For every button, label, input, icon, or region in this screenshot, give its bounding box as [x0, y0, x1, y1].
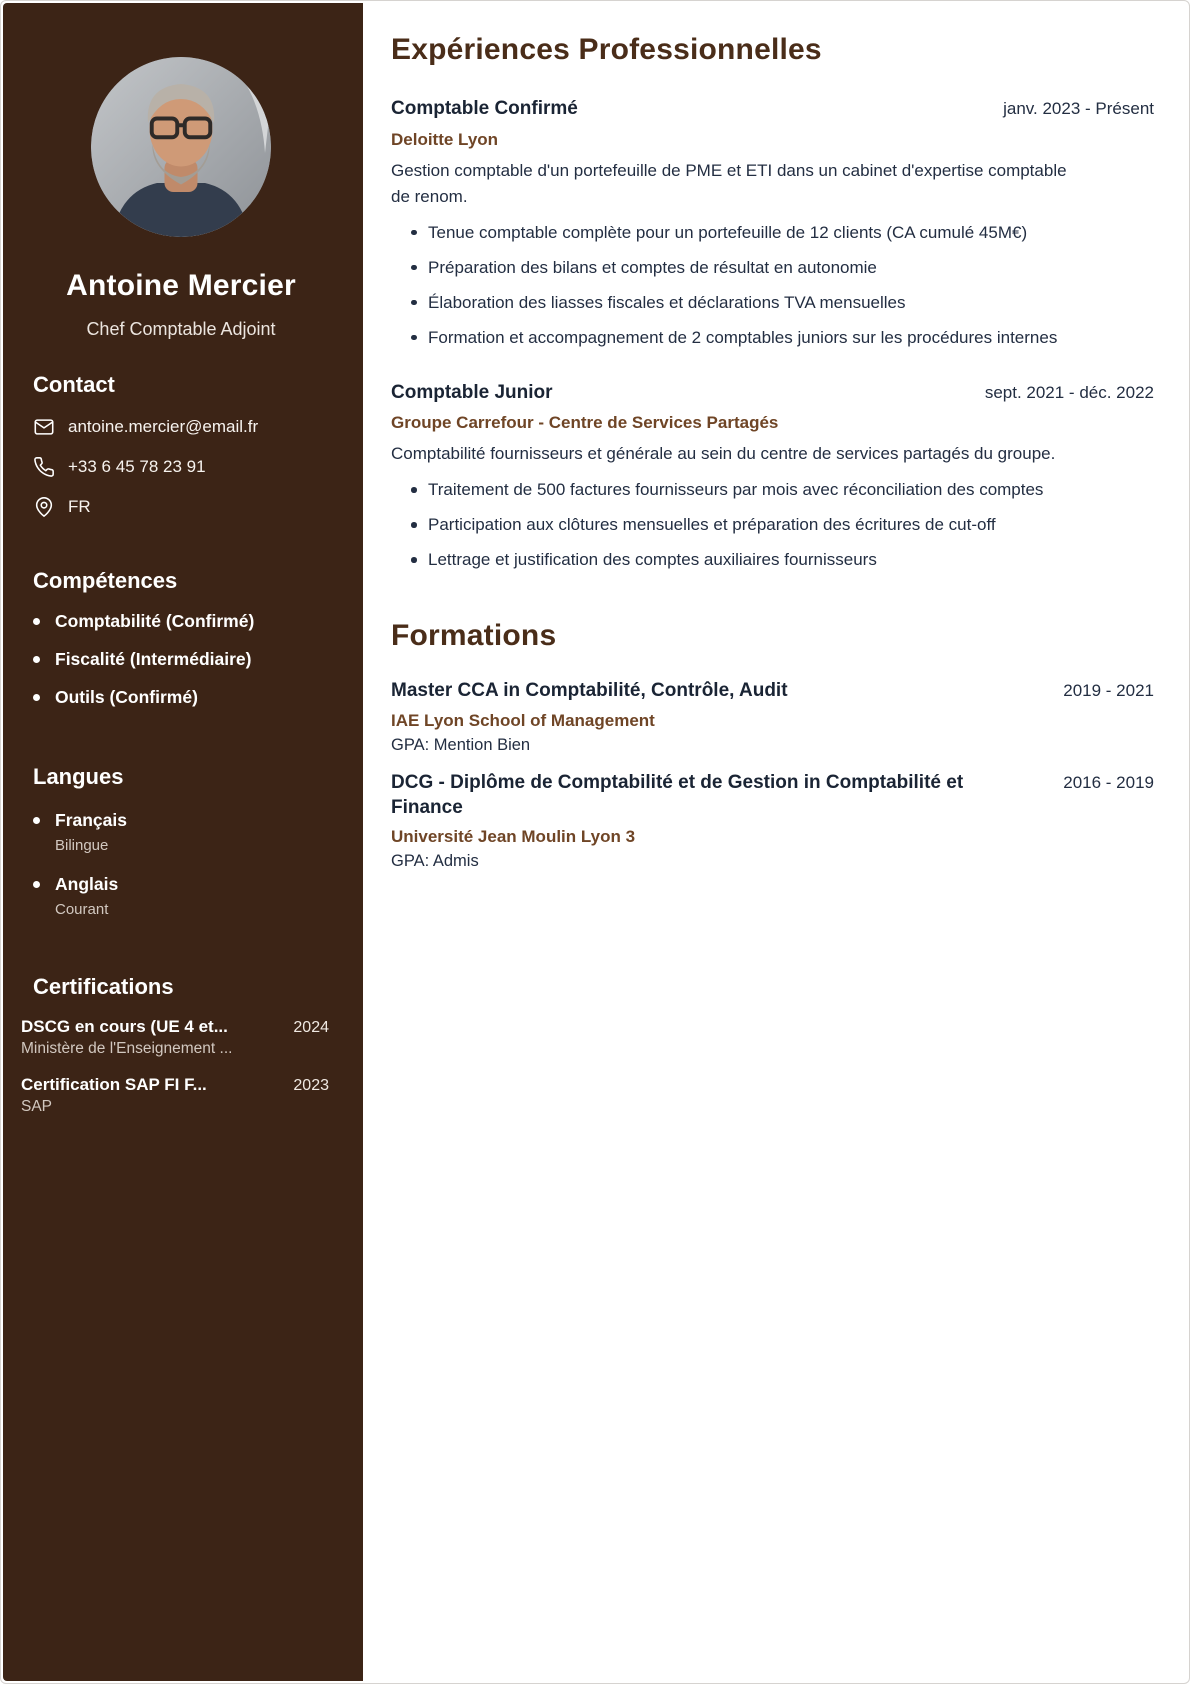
certification-title: Certification SAP FI F... [21, 1075, 207, 1094]
language-name: Anglais [55, 874, 119, 894]
education-heading: Formations [391, 619, 557, 653]
certification-title: DSCG en cours (UE 4 et... [21, 1017, 228, 1036]
job-title: Comptable Confirmé [391, 98, 578, 119]
skills-section [33, 568, 329, 708]
job-dates: janv. 2023 - Présent [1003, 99, 1154, 118]
person-title: Chef Comptable Adjoint [86, 319, 276, 339]
job-bullet: Tenue comptable complète pour un portefeuille de 12 clients (CA cumulé 45M€) [428, 220, 1088, 246]
bullet-dot-icon [33, 817, 40, 824]
certification-year: 2024 [293, 1019, 329, 1036]
skill-item [33, 611, 329, 632]
job-bullet: Lettrage et justification des comptes auxiliaires fournisseurs [428, 547, 1088, 573]
job-bullet: Préparation des bilans et comptes de résultat en autonomie [428, 255, 1088, 281]
avatar-image [91, 57, 271, 237]
skill-label: Fiscalité (Intermédiaire) [55, 649, 252, 669]
sidebar [3, 3, 363, 1681]
certification-item [21, 1075, 329, 1116]
contact-item-location [33, 496, 329, 518]
education-gpa: GPA: Admis [391, 852, 479, 871]
languages-heading: Langues [33, 764, 124, 789]
certifications-heading: Certifications [33, 974, 174, 999]
education-school: Université Jean Moulin Lyon 3 [391, 827, 636, 847]
job-bullets [391, 477, 1091, 573]
job-summary: Gestion comptable d'un portefeuille de PME et ETI dans un cabinet d'expertise comptable de renom. [391, 160, 1067, 206]
job-entry [391, 381, 1154, 574]
education-entry [391, 771, 1154, 871]
avatar [91, 57, 271, 237]
certifications-section [21, 974, 329, 1116]
bullet-dot-icon [33, 656, 40, 663]
job-company: Groupe Carrefour - Centre de Services Partagés [391, 413, 779, 433]
language-level: Bilingue [55, 837, 109, 854]
education-dates: 2019 - 2021 [1063, 681, 1154, 701]
person-name: Antoine Mercier [66, 269, 296, 302]
email-icon [33, 416, 55, 438]
location-icon [33, 496, 55, 518]
contact-item-email [33, 416, 329, 438]
job-bullet: Formation et accompagnement de 2 comptables juniors sur les procédures internes [428, 325, 1088, 351]
certification-item [21, 1017, 329, 1058]
job-dates: sept. 2021 - déc. 2022 [984, 382, 1154, 402]
degree-title: Master CCA in Comptabilité, Contrôle, Audit [391, 680, 788, 702]
language-level: Courant [55, 901, 109, 918]
bullet-dot-icon [33, 694, 40, 701]
job-entry [391, 97, 1154, 351]
language-item [33, 810, 329, 854]
skill-item [33, 649, 329, 670]
job-bullet: Traitement de 500 factures fournisseurs par mois avec réconciliation des comptes [428, 477, 1088, 503]
phone-icon [33, 456, 55, 478]
contact-phone-text: +33 6 45 78 23 91 [68, 457, 206, 476]
job-title: Comptable Junior [391, 381, 553, 403]
skills-heading: Compétences [33, 568, 178, 593]
contact-email-text: antoine.mercier@email.fr [68, 417, 259, 436]
job-bullets [391, 220, 1091, 351]
job-bullet: Élaboration des liasses fiscales et déclarations TVA mensuelles [428, 290, 1088, 316]
skill-item [33, 687, 329, 708]
bullet-dot-icon [33, 881, 40, 888]
languages-section [33, 764, 329, 918]
main-content [363, 3, 1187, 1681]
language-item [33, 874, 329, 918]
skill-label: Comptabilité (Confirmé) [55, 611, 255, 631]
contact-section [33, 372, 329, 518]
education-entry [391, 679, 1154, 755]
education-dates: 2016 - 2019 [1063, 773, 1154, 793]
contact-location-text: FR [68, 497, 91, 516]
job-company: Deloitte Lyon [391, 129, 499, 149]
education-gpa: GPA: Mention Bien [391, 736, 531, 755]
skill-label: Outils (Confirmé) [55, 687, 198, 707]
language-name: Français [55, 810, 127, 830]
job-summary: Comptabilité fournisseurs et générale au sein du centre de services partagés du groupe. [391, 444, 1056, 464]
degree-title: DCG - Diplôme de Comptabilité et de Gestion in Comptabilité et Finance [391, 772, 964, 818]
education-school: IAE Lyon School of Management [391, 711, 655, 731]
certification-year: 2023 [293, 1077, 329, 1094]
contact-heading: Contact [33, 372, 115, 397]
job-bullet: Participation aux clôtures mensuelles et préparation des écritures de cut-off [428, 512, 1088, 538]
contact-item-phone [33, 456, 329, 478]
bullet-dot-icon [33, 618, 40, 625]
experience-heading: Expériences Professionnelles [391, 33, 822, 66]
certification-org: SAP [21, 1098, 53, 1115]
certification-org: Ministère de l'Enseignement ... [21, 1040, 233, 1057]
